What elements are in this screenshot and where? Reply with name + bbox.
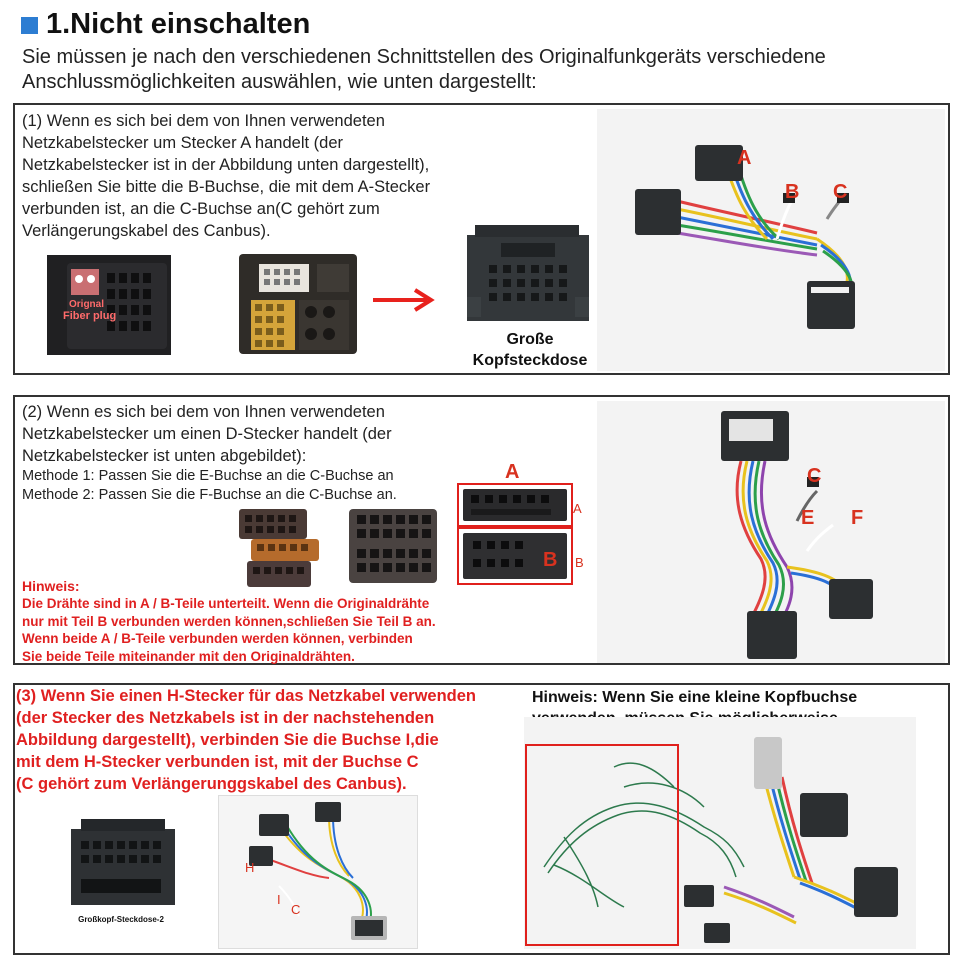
section-2-intro: (2) Wenn es sich bei dem von Ihnen verwendeten Netzkabelstecker um einen D-Stecker handelt (der Netzkabelstecker ist unten abgebildet):	[22, 403, 392, 465]
harness-photo-3	[218, 795, 418, 949]
section-2-note-line-1: Die Drähte sind in A / B-Teile unterteilt. Wenn die Originaldrähte	[22, 596, 430, 611]
harness3-label-h: H	[245, 860, 255, 875]
section-3-panel	[13, 683, 950, 955]
fiber-label-line1: Orignal	[69, 299, 105, 310]
harness-photo-2	[597, 401, 945, 663]
large-head-socket-2-photo	[67, 817, 179, 909]
fiber-label-line2: Fiber plug	[63, 310, 117, 322]
d-connector-photo-2	[345, 505, 441, 587]
harness3-label-c: C	[291, 902, 301, 917]
section-2-method-1: Methode 1: Passen Sie die E-Buchse an die C-Buchse an	[22, 468, 394, 484]
harness-photo-1	[597, 109, 945, 371]
connector-part-a-box	[457, 483, 573, 527]
connector-label-b-small: B	[575, 555, 584, 570]
harness1-label-a: A	[737, 147, 752, 169]
d-connector-photo-1	[237, 503, 321, 589]
large-head-socket-photo	[461, 221, 595, 325]
section-3-line-2: (der Stecker des Netzkabels ist in der nachstehenden	[16, 709, 435, 727]
page-title: 1.Nicht einschalten	[46, 8, 311, 40]
section-1-panel	[13, 103, 950, 375]
harness1-label-b: B	[785, 181, 800, 203]
harness2-label-f: F	[851, 507, 864, 529]
section-2-note-line-3: Wenn beide A / B-Teile verbunden werden können, verbinden	[22, 631, 413, 646]
connector-a-photo	[233, 250, 363, 358]
gateway-harness-photo	[524, 717, 916, 949]
section-3-line-5: (C gehört zum Verlängerunggskabel des Canbus).	[16, 775, 407, 793]
section-3-line-3: Abbildung dargestellt), verbinden Sie die Buchse I,die	[16, 731, 439, 749]
original-fiber-plug-photo	[47, 255, 171, 355]
large-head-socket-2-caption: Großkopf-Steckdose-2	[78, 915, 164, 924]
harness3-label-i: I	[277, 892, 281, 907]
harness1-label-c: C	[833, 181, 848, 203]
section-3-hint-line-1: Hinweis: Wenn Sie eine kleine Kopfbuchse	[532, 689, 858, 706]
harness2-label-e: E	[801, 507, 815, 529]
section-2-note-line-4: Sie beide Teile miteinander mit den Originaldrähten.	[22, 648, 355, 664]
title-bullet	[21, 17, 38, 34]
section-2-method-2: Methode 2: Passen Sie die F-Buchse an die C-Buchse an.	[22, 487, 397, 503]
section-3-line-4: mit dem H-Stecker verbunden ist, mit der Buchse C	[16, 753, 419, 771]
connector-label-a-small: A	[573, 501, 582, 516]
section-2-note-line-2: nur mit Teil B verbunden werden können,schließen Sie Teil B an.	[22, 613, 436, 629]
connector-label-b-big: B	[543, 549, 558, 571]
intro-text: Sie müssen je nach den verschiedenen Schnittstellen des Originalfunkgeräts verschiedene Anschlussmöglichkeiten auswählen, wie unten dargestellt:	[22, 46, 826, 93]
section-1-text: (1) Wenn es sich bei dem von Ihnen verwendeten Netzkabelstecker um Stecker A handelt (der Netzkabelstecker ist in der Abbildung unten dargestellt), schließen Sie bitte die B-Buchse, die mit dem A-Stecker verbunden ist, an die C-Buchse an(C gehört zum Verlängerungskabel des Canbus).	[22, 112, 431, 240]
section-2-panel	[13, 395, 950, 665]
section-2-note-title: Hinweis:	[22, 578, 80, 594]
red-arrow-icon	[371, 287, 437, 313]
connector-label-a-big: A	[505, 461, 520, 483]
large-head-socket-caption: Große Kopfsteckdose	[472, 331, 588, 369]
section-3-line-1: (3) Wenn Sie einen H-Stecker für das Netzkabel verwenden	[16, 687, 477, 705]
harness2-label-c: C	[807, 465, 822, 487]
